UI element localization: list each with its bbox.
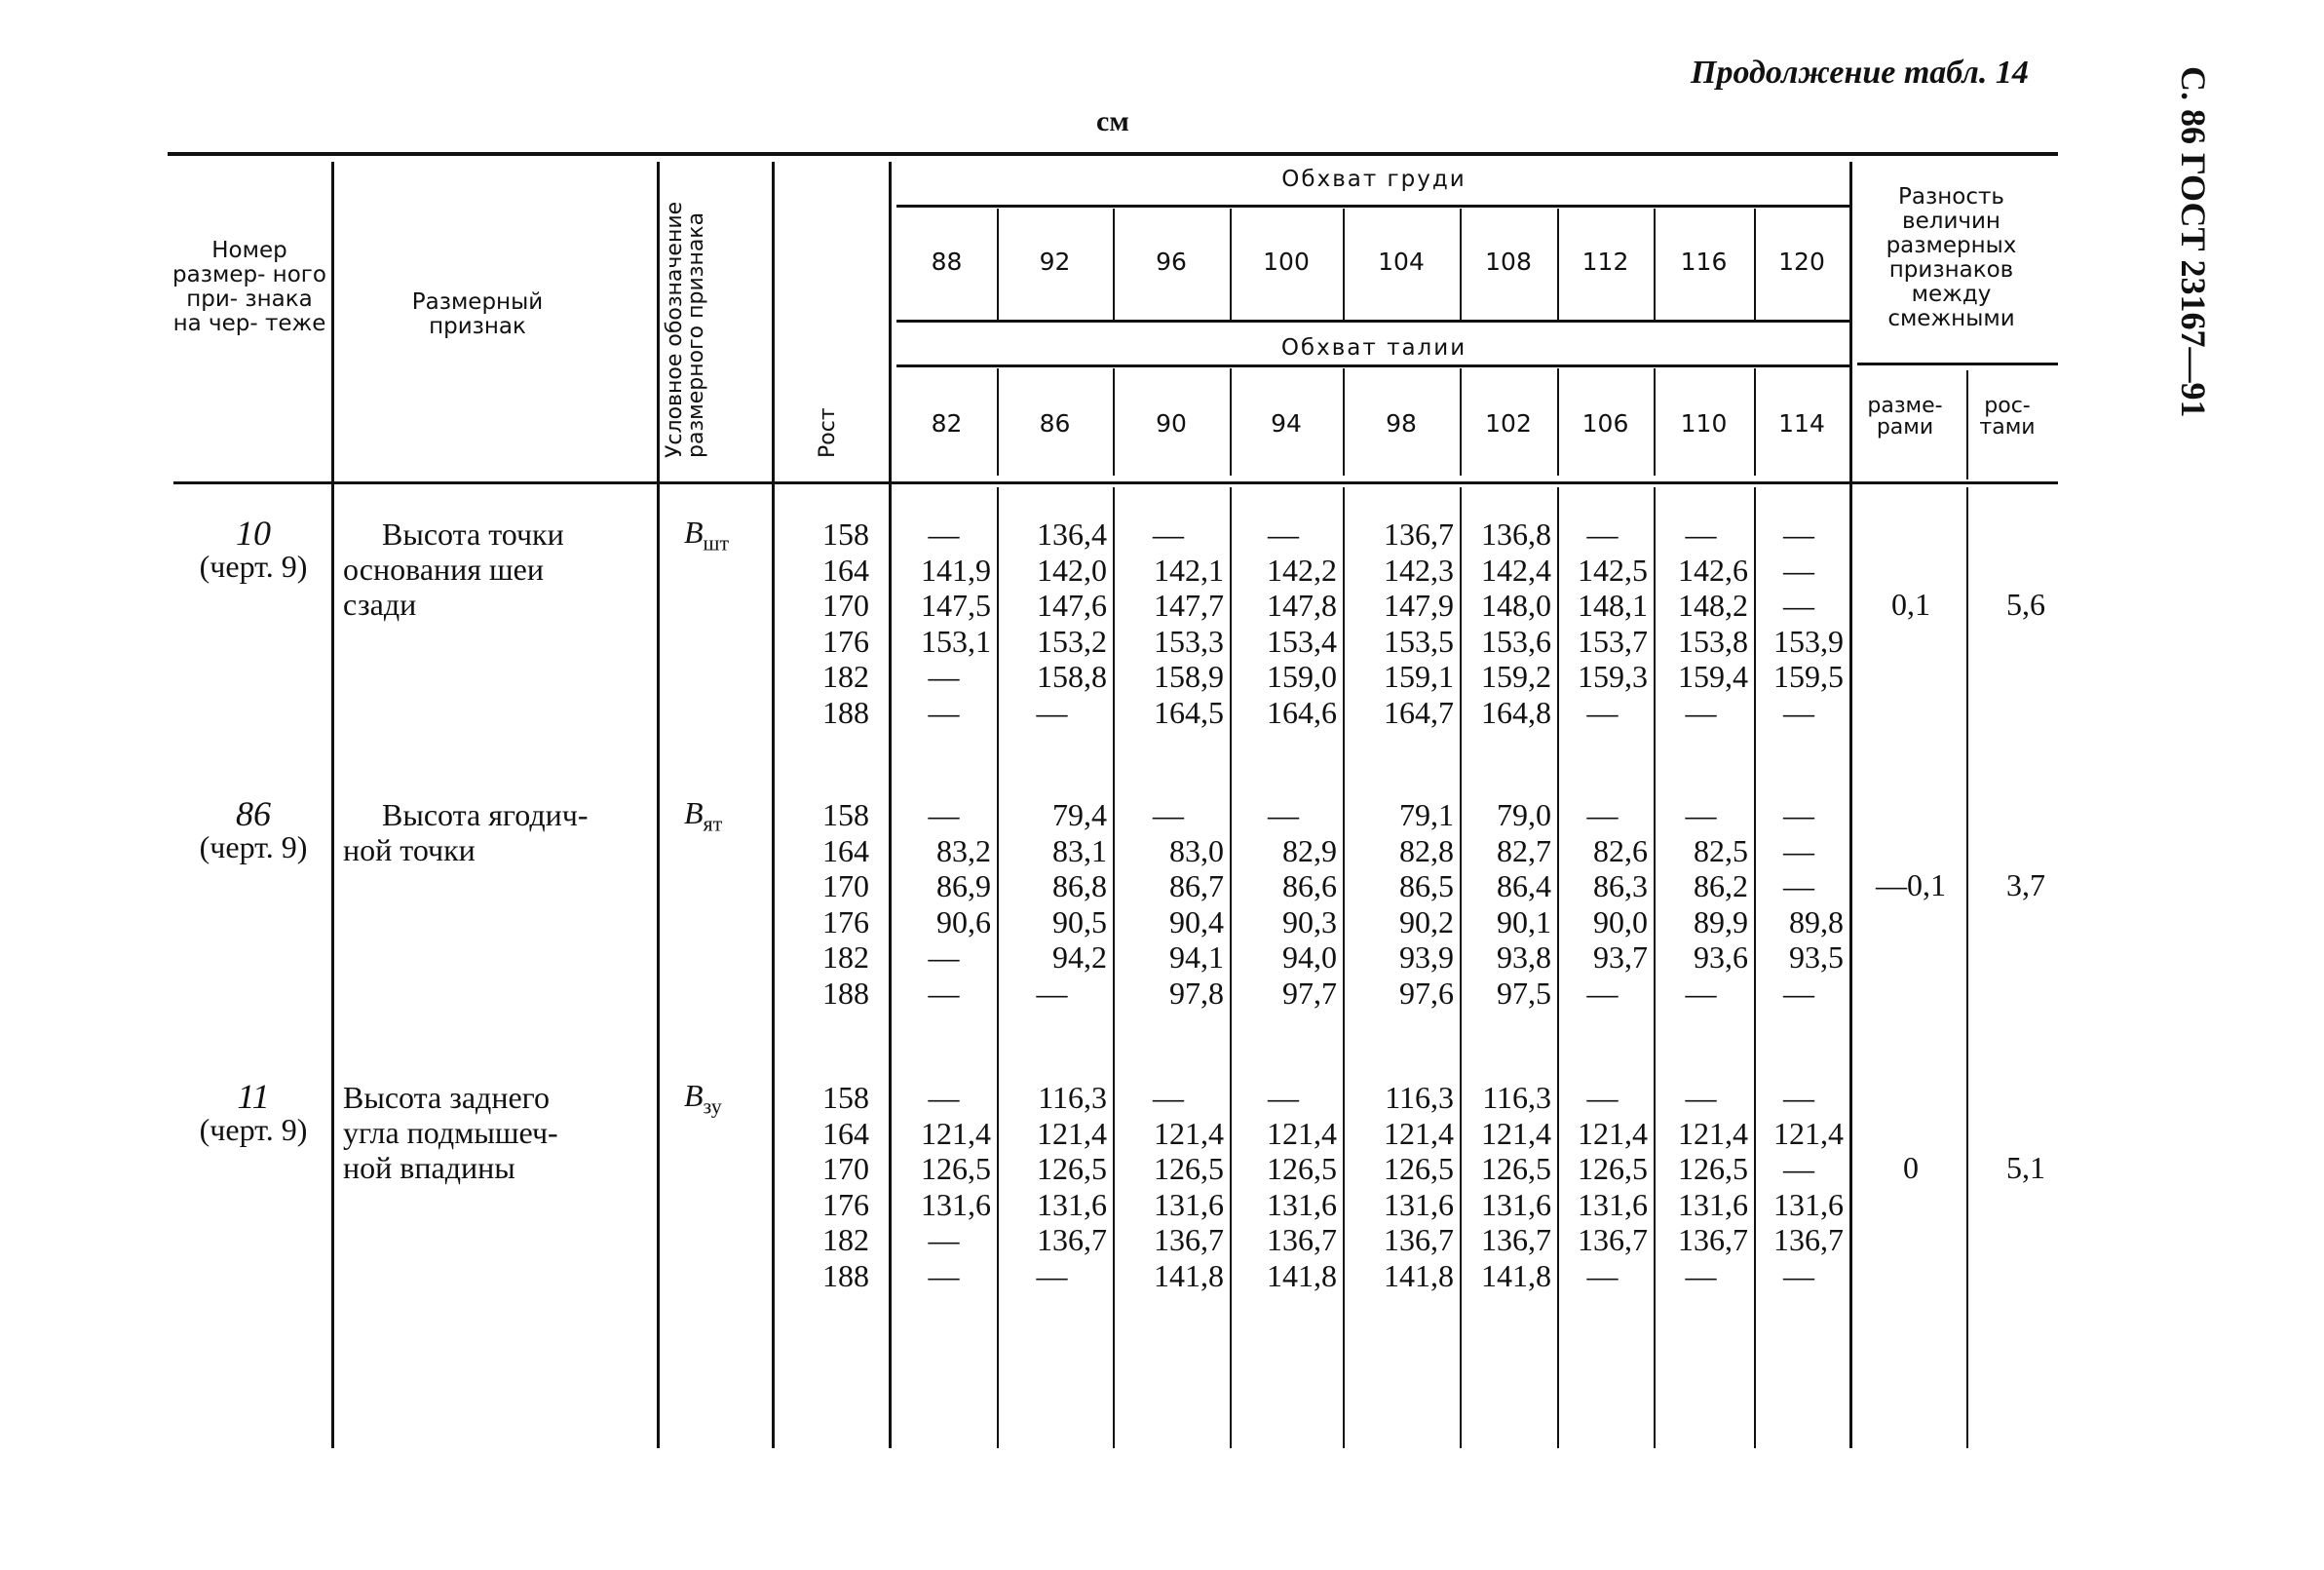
table-cell: — [1783,797,1814,832]
table-cell: 90,2 [1399,903,1454,939]
table-cell: 121,4 [1773,1115,1844,1151]
diff-sizes-value: —0,1 [1876,867,1946,902]
table-caption: Продолжение табл. 14 [1691,55,2029,91]
table-cell: 121,4 [1481,1115,1551,1151]
height-value: 158 [822,1080,869,1115]
table-cell: 142,1 [1154,552,1224,588]
table-cell: — [1685,694,1717,730]
table-cell: 159,3 [1578,659,1648,694]
feature-number: 11 [237,1077,270,1116]
table-cell: — [1783,588,1814,623]
table-cell: 83,2 [936,832,991,868]
table-cell: 141,8 [1384,1257,1454,1293]
waist-rule [896,364,1849,367]
table-cell: 136,7 [1773,1222,1844,1257]
table-cell: 86,2 [1694,868,1748,903]
table-cell: 121,4 [1154,1115,1224,1151]
table-cell: 136,7 [1154,1222,1224,1257]
table-cell: 97,5 [1497,975,1551,1011]
diff-heights-value: 5,6 [2006,587,2045,622]
height-value: 170 [822,868,869,903]
table-cell: 136,7 [1384,517,1454,552]
feature-name-line: ной точки [343,832,476,867]
col-sep-4 [889,162,892,1448]
height-value: 182 [822,1222,869,1257]
header-bottom-rule [173,481,2058,484]
chest-value: 120 [1778,248,1825,276]
table-cell: 97,8 [1169,975,1224,1011]
chest-value: 104 [1378,248,1425,276]
waist-value: 114 [1778,409,1825,438]
table-cell: 121,4 [1037,1115,1107,1151]
table-cell: — [1783,868,1814,903]
table-cell: 159,0 [1267,659,1337,694]
table-cell: 116,3 [1482,1080,1551,1115]
table-cell: 131,6 [1578,1186,1648,1222]
height-value: 164 [822,832,869,868]
table-cell: 159,4 [1678,659,1748,694]
table-cell: 142,5 [1578,552,1648,588]
table-cell: 93,6 [1694,939,1748,975]
table-cell: — [1783,975,1814,1011]
table-cell: 131,6 [1154,1186,1224,1222]
height-value: 188 [822,694,869,730]
table-cell: 153,7 [1578,623,1648,659]
waist-value: 106 [1581,409,1629,438]
table-cell: 147,8 [1267,588,1337,623]
header-chest-title: Обхват груди [1281,167,1467,192]
table-cell: 82,7 [1497,832,1551,868]
table-cell: — [1685,975,1717,1011]
header-diff-heights: рос- тами [1979,394,2036,440]
table-cell: — [1586,694,1619,730]
table-cell: 79,0 [1497,797,1551,832]
diff-sizes-value: 0,1 [1891,587,1930,622]
table-cell: — [1783,832,1814,868]
table-cell: 147,6 [1037,588,1107,623]
table-cell: 121,4 [921,1115,991,1151]
table-cell: 153,4 [1267,623,1337,659]
table-cell: 153,5 [1384,623,1454,659]
chest-value: 112 [1581,248,1629,276]
chest-value: 108 [1485,248,1532,276]
table-cell: 136,7 [1578,1222,1648,1257]
table-cell: 153,8 [1678,623,1748,659]
table-cell: 164,8 [1481,694,1551,730]
table-cell: 82,9 [1282,832,1337,868]
table-cell: 90,1 [1497,903,1551,939]
diff-sizes-value: 0 [1903,1150,1919,1185]
table-cell: 153,1 [921,623,991,659]
table-cell: — [1036,694,1068,730]
height-value: 182 [822,659,869,694]
table-cell: 147,7 [1154,588,1224,623]
table-cell: — [928,517,960,552]
table-cell: 89,8 [1789,903,1844,939]
table-cell: 94,0 [1282,939,1337,975]
table-cell: — [928,939,960,975]
table-cell: 142,3 [1384,552,1454,588]
table-cell: 90,3 [1282,903,1337,939]
table-cell: 89,9 [1694,903,1748,939]
table-cell: 142,0 [1037,552,1107,588]
table-cell: 83,0 [1169,832,1224,868]
feature-name-line: Высота точки [382,517,564,552]
table-cell: 141,8 [1481,1257,1551,1293]
height-value: 188 [822,975,869,1011]
feature-reference: (черт. 9) [199,549,308,584]
header-symbol: Условное обозначение размерного признака [663,201,708,458]
table-cell: — [1036,1257,1068,1293]
table-cell: 153,9 [1773,623,1844,659]
table-cell: 136,7 [1384,1222,1454,1257]
table-cell: 131,6 [1481,1186,1551,1222]
table-cell: 131,6 [921,1186,991,1222]
waist-value: 82 [931,409,963,438]
waist-value: 86 [1039,409,1071,438]
height-value: 176 [822,1186,869,1222]
table-cell: — [1783,1080,1814,1115]
table-cell: 153,3 [1154,623,1224,659]
header-feature-no: Номер размер- ного при- знака на чер- теже [172,238,326,336]
table-cell: 136,7 [1037,1222,1107,1257]
feature-symbol: $В_{зу}$ [684,1078,722,1119]
table-cell: 136,4 [1037,517,1107,552]
table-cell: 126,5 [1678,1151,1748,1186]
table-cell: 136,8 [1481,517,1551,552]
chest-value: 116 [1680,248,1728,276]
table-cell: 136,7 [1267,1222,1337,1257]
feature-number: 86 [236,794,271,833]
table-cell: 126,5 [1384,1151,1454,1186]
table-cell: 121,4 [1678,1115,1748,1151]
table-cell: 148,1 [1578,588,1648,623]
table-cell: — [1783,1151,1814,1186]
table-cell: 131,6 [1267,1186,1337,1222]
table-cell: 86,4 [1497,868,1551,903]
table-cell: — [1586,1080,1619,1115]
table-cell: 141,9 [921,552,991,588]
table-cell: 116,3 [1385,1080,1454,1115]
chest-bottom-rule [896,320,1849,323]
col-sep-2 [657,162,660,1448]
table-cell: 158,9 [1154,659,1224,694]
table-cell: 121,4 [1384,1115,1454,1151]
table-cell: 164,5 [1154,694,1224,730]
table-cell: 159,1 [1384,659,1454,694]
table-cell: 153,2 [1037,623,1107,659]
table-cell: 97,7 [1282,975,1337,1011]
table-cell: 159,2 [1481,659,1551,694]
chest-rule [896,205,1849,208]
table-cell: 90,4 [1169,903,1224,939]
table-cell: 126,5 [1578,1151,1648,1186]
table-cell: — [1586,517,1619,552]
height-value: 164 [822,552,869,588]
table-cell: — [1268,517,1299,552]
table-cell: 148,2 [1678,588,1748,623]
table-cell: 136,7 [1678,1222,1748,1257]
table-cell: 159,5 [1773,659,1844,694]
table-cell: 164,6 [1267,694,1337,730]
table-cell: 83,1 [1052,832,1107,868]
table-cell: — [1685,1257,1717,1293]
table-cell: — [1783,1257,1814,1293]
table-cell: — [928,797,960,832]
table-cell: 90,5 [1052,903,1107,939]
table-cell: 86,8 [1052,868,1107,903]
header-waist-title: Обхват талии [1280,335,1467,361]
table-cell: — [1586,975,1619,1011]
table-cell: — [1153,1080,1184,1115]
table-cell: 126,5 [1154,1151,1224,1186]
feature-reference: (черт. 9) [199,1112,308,1147]
table-cell: 93,8 [1497,939,1551,975]
header-diff-sizes: разме- рами [1867,394,1943,440]
col-sep-1 [331,162,334,1448]
table-cell: 147,5 [921,588,991,623]
table-cell: 82,5 [1694,832,1748,868]
feature-name-line: основания шеи [343,552,544,587]
table-cell: — [1685,517,1717,552]
table-cell: 147,9 [1384,588,1454,623]
unit-label: см [1096,105,1129,137]
table-cell: 126,5 [1481,1151,1551,1186]
chest-value: 96 [1156,248,1187,276]
table-cell: 86,3 [1593,868,1648,903]
table-cell: — [1783,552,1814,588]
height-value: 182 [822,939,869,975]
table-cell: 126,5 [921,1151,991,1186]
table-cell: 86,6 [1282,868,1337,903]
table-cell: 82,6 [1593,832,1648,868]
table-cell: 93,7 [1593,939,1648,975]
table-cell: 141,8 [1267,1257,1337,1293]
height-value: 176 [822,903,869,939]
height-value: 158 [822,517,869,552]
table-cell: — [928,1257,960,1293]
table-cell: — [928,1080,960,1115]
table-cell: — [1153,797,1184,832]
table-cell: 86,7 [1169,868,1224,903]
table-cell: — [1586,797,1619,832]
feature-symbol: $В_{шт}$ [684,515,730,555]
table-cell: 153,6 [1481,623,1551,659]
table-cell: 142,4 [1481,552,1551,588]
table-cell: — [1268,797,1299,832]
chest-value: 88 [931,248,963,276]
col-sep-diff [1849,162,1852,1448]
table-cell: — [1036,975,1068,1011]
waist-value: 102 [1485,409,1532,438]
diff-heights-value: 5,1 [2006,1150,2045,1185]
table-cell: 131,6 [1773,1186,1844,1222]
table-cell: 164,7 [1384,694,1454,730]
table-cell: 141,8 [1154,1257,1224,1293]
header-diff-title: Разность величин размерных признаков между смежными [1886,184,2017,331]
height-value: 164 [822,1115,869,1151]
table-cell: 121,4 [1578,1115,1648,1151]
height-value: 170 [822,588,869,623]
table-cell: — [1586,1257,1619,1293]
table-cell: 86,5 [1399,868,1454,903]
table-cell: — [1153,517,1184,552]
header-feature: Размерный признак [411,289,544,339]
chest-value: 92 [1039,248,1071,276]
table-cell: — [928,1222,960,1257]
chest-value: 100 [1263,248,1310,276]
table-cell: 121,4 [1267,1115,1337,1151]
table-cell: — [1268,1080,1299,1115]
table-cell: 131,6 [1678,1186,1748,1222]
table-cell: 126,5 [1267,1151,1337,1186]
table-cell: — [1685,797,1717,832]
waist-value: 94 [1271,409,1302,438]
feature-symbol: $В_{ят}$ [684,795,723,836]
table-cell: — [1783,517,1814,552]
height-value: 158 [822,797,869,832]
table-cell: 93,5 [1789,939,1844,975]
table-cell: 158,8 [1037,659,1107,694]
height-value: 170 [822,1151,869,1186]
feature-reference: (черт. 9) [199,829,308,864]
table-cell: 136,7 [1481,1222,1551,1257]
table-cell: 131,6 [1037,1186,1107,1222]
feature-name-line: Высота заднего [343,1080,550,1115]
feature-number: 10 [236,514,271,553]
table-cell: 82,8 [1399,832,1454,868]
side-page-label: С. 86 ГОСТ 23167—91 [2174,66,2213,418]
table-cell: — [1685,1080,1717,1115]
height-value: 188 [822,1257,869,1293]
table-cell: 131,6 [1384,1186,1454,1222]
col-sep-3 [772,162,775,1448]
table-cell: — [1783,694,1814,730]
waist-value: 90 [1156,409,1187,438]
waist-value: 98 [1386,409,1417,438]
table-cell: 116,3 [1038,1080,1107,1115]
table-cell: 126,5 [1037,1151,1107,1186]
feature-name-line: угла подмышеч- [343,1115,558,1150]
height-value: 176 [822,623,869,659]
diff-rule [1857,363,2058,365]
top-rule [168,152,2058,156]
table-cell: 97,6 [1399,975,1454,1011]
table-cell: 94,1 [1169,939,1224,975]
table-cell: 90,6 [936,903,991,939]
table-cell: 142,2 [1267,552,1337,588]
table-cell: 79,1 [1399,797,1454,832]
table-cell: — [928,659,960,694]
table-cell: 79,4 [1052,797,1107,832]
header-height: Рост [816,407,840,458]
table-cell: 86,9 [936,868,991,903]
table-cell: 142,6 [1678,552,1748,588]
feature-name-line: ной впадины [343,1150,515,1185]
feature-name-line: Высота ягодич- [382,797,589,832]
table-cell: 93,9 [1399,939,1454,975]
diff-heights-value: 3,7 [2006,867,2045,902]
table-cell: 94,2 [1052,939,1107,975]
table-cell: 90,0 [1593,903,1648,939]
col-sep-diff-sub-body [1966,487,1968,1448]
table-cell: 148,0 [1481,588,1551,623]
table-cell: — [928,694,960,730]
waist-value: 110 [1680,409,1728,438]
feature-name-line: сзади [343,587,417,622]
table-cell: — [928,975,960,1011]
